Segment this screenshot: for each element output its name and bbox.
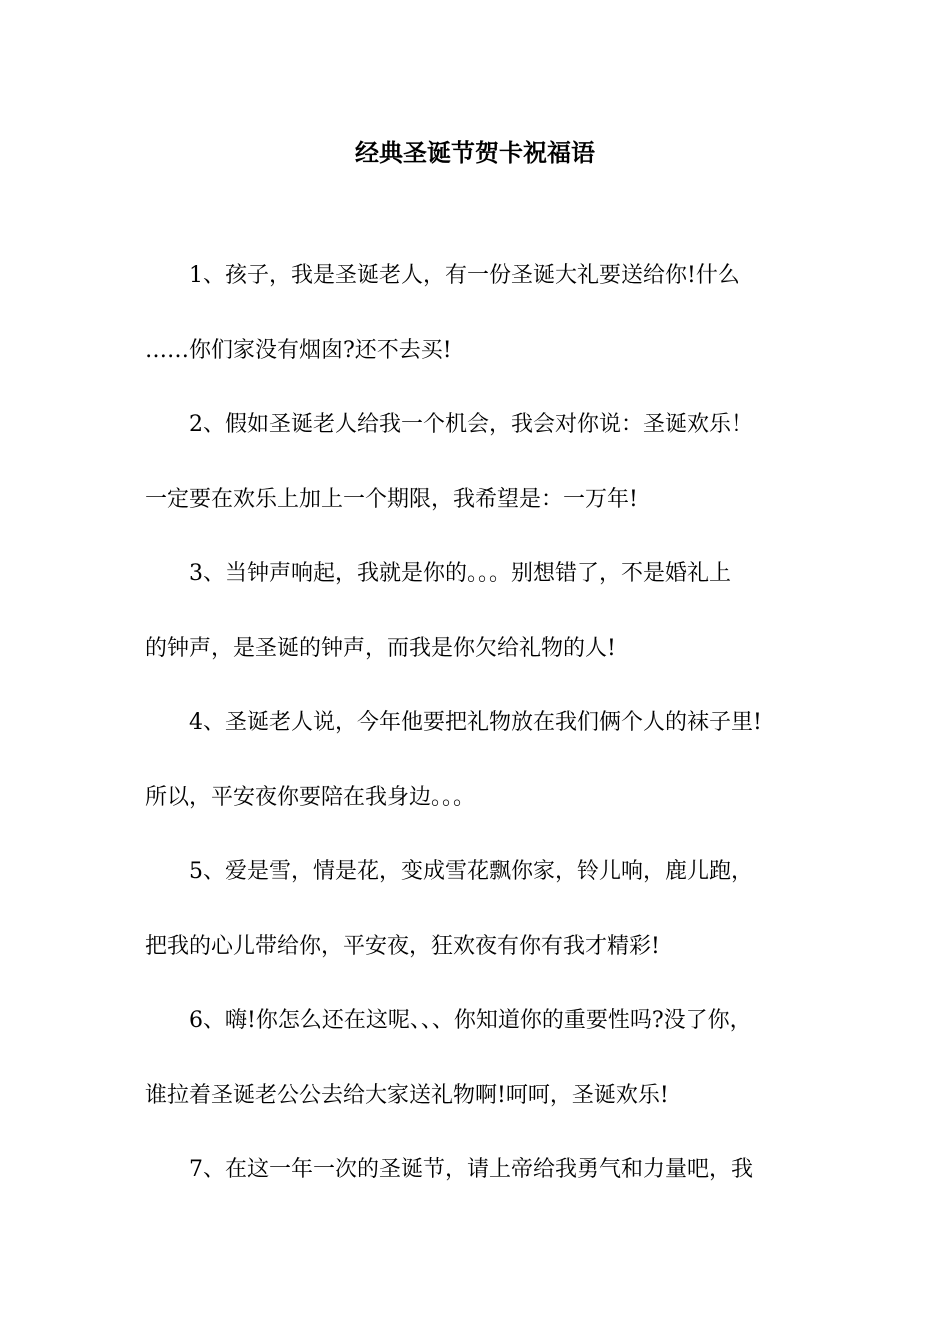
text-line: 3、当钟声响起，我就是你的。。。别想错了，不是婚礼上 [145,561,731,586]
text-line: 一定要在欢乐上加上一个期限，我希望是：一万年! [145,487,638,512]
text-line: 4、圣诞老人说，今年他要把礼物放在我们俩个人的袜子里! [145,710,762,735]
text-line: 1、孩子，我是圣诞老人，有一份圣诞大礼要送给你!什么 [145,263,740,288]
text-line: 5、爱是雪，情是花，变成雪花飘你家，铃儿响，鹿儿跑， [145,859,753,884]
text-line: ……你们家没有烟囱?还不去买! [145,338,452,363]
text-line: 把我的心儿带给你，平安夜，狂欢夜有你有我才精彩! [145,934,660,959]
text-line: 6、嗨!你怎么还在这呢、、、你知道你的重要性吗?没了你， [145,1008,752,1033]
text-line: 的钟声，是圣诞的钟声，而我是你欠给礼物的人! [145,636,616,661]
document-title: 经典圣诞节贺卡祝福语 [355,138,595,167]
text-line: 2、假如圣诞老人给我一个机会，我会对你说：圣诞欢乐！ [145,412,753,437]
text-line: 谁拉着圣诞老公公去给大家送礼物啊!呵呵，圣诞欢乐! [145,1083,669,1108]
text-line: 所以，平安夜你要陪在我身边。。。 [145,785,476,810]
text-line: 7、在这一年一次的圣诞节，请上帝给我勇气和力量吧，我 [145,1157,753,1182]
